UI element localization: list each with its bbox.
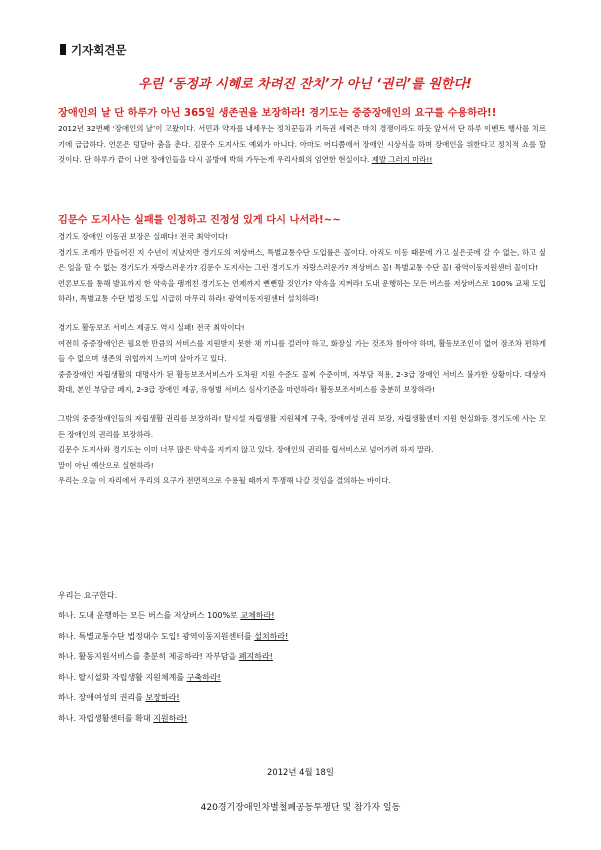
demand-item: 하나. 장애여성의 권리를 보장하라! — [58, 693, 180, 702]
demand-item: 하나. 자립생활센터를 확대 지원하라! — [58, 713, 188, 723]
header-label: 기자회견문 — [71, 43, 127, 57]
section2-subtitle: 김문수 도지사는 실패를 인정하고 진정성 있게 다시 나서라!~~ — [58, 215, 341, 226]
section2-line: 중증장애인 자립생활의 대명사가 된 활동보조서비스가 도차원 지원 수준도 꼴찌 수준이며, 자부담 적용, 2-3급 장애인 서비스 불가한 상황이다. 대상자 확대, 본인 부담금 폐지, 2-3급 장애인 제공, 유형별 서비스 심사기준을 마련하라! 활동보조서비스를 충분히 보장하라! — [58, 369, 546, 395]
demands-intro: 우리는 요구한다. — [58, 591, 118, 600]
demand-item: 하나. 특별교통수단 법정대수 도입! 광역이동지원센터를 설치하라! — [58, 631, 289, 641]
demand-item: 하나. 활동지원서비스를 충분히 제공하라! 자부담을 폐지하라! — [58, 652, 273, 661]
section2-line: 여전히 중증장애인은 필요한 만큼의 서비스를 지원받지 못한 채 끼니를 걸러야 하고, 화장실 가는 것조차 참아야 하며, 활동보조인이 없어 잠조차 편하게 들 수 없으며 생존의 위협까지 느끼며 살아가고 있다. — [58, 338, 546, 364]
section1-text: 2012년 32번째 ‘장애인의 날’이 고왔이다. 서민과 약자를 내세우는 정치꾼들과 기득권 세력은 마치 경쟁이라도 하듯 앞서서 단 하루 이벤트 행사를 치르기에 급급하다. 언론은 덩달아 춤을 춘다. 김문수 도지사도 예외가 아니다. 아마도 어디쯤에서 장애인 시상식을 하며 장애인을 위한다고 정치적 쇼를 할 것이다. 단 하루가 끝이 나면 장애인들을 다시 골방에 박혀 가두는게 우리사회의 엄연한 현실이다. — [58, 124, 546, 165]
demands-list — [58, 590, 546, 733]
demand-item: 하나. 탈시설화 자립생활 지원체계를 구축하라! — [58, 672, 221, 682]
section2-line: 김문수 도지사와 경기도는 이미 너무 많은 약속을 지키지 않고 있다. 장애인의 권리를 립서비스로 넘어가려 하지 말라. — [58, 445, 434, 455]
section2-line: 말이 아닌 예산으로 실현하라! — [58, 460, 154, 470]
section2-line: 경기도 조례가 만들어진 지 수년이 지났지만 경기도의 저상버스, 특별교통수단 도입률은 꼴이다. 아직도 이동 때문에 가고 싶은곳에 갈 수 없는, 하고 싶은 일을 할 수 없는 경기도가 자랑스러운가? 김문수 도지사는 그런 경기도가 자랑스러운가? 저상버스 꼴! 특별교통 수단 꼴! 광역이동지원센터 꼴이다! — [58, 247, 546, 273]
document-date: 2012년 4월 18일 — [267, 767, 334, 777]
section1-subtitle: 장애인의 날 단 하루가 아닌 365일 생존권을 보장하라! 경기도는 중증장애인의 요구를 수용하라!! — [58, 108, 497, 119]
section1-paragraph — [58, 121, 546, 168]
section2-line: 그밖의 중증장애인들의 자립생활 권리를 보장하라! 탈시설 자립생활 지원체계 구축, 장애여성 권리 보장, 자립생활센터 지원 현실화등 경기도에 사는 모든 장애인의 권리를 보장하라. — [58, 413, 546, 439]
signature: 420경기장애인차별철폐공동투쟁단 및 참가자 일동 — [200, 803, 401, 813]
section-header — [60, 42, 127, 58]
section2-line: 경기도 장애인 이동권 보장은 실패다! 전국 최악이다! — [58, 232, 228, 241]
section1-tail: 제발 그러지 마라!! — [371, 155, 433, 165]
section2-line: 우리는 오늘 이 자리에서 우리의 요구가 전면적으로 수용될 때까지 투쟁해 나갈 것임을 결의하는 바이다. — [58, 476, 391, 486]
document-title: 우린 ‘동정과 시혜로 차려진 잔치’가 아닌 ‘권리’를 원한다! — [138, 77, 472, 92]
section2-line: 언론보도를 통해 발표까지 한 약속을 팽개친 경기도는 언제까지 뻔뻔할 것인가? 약속을 지켜라! 도내 운행하는 모든 버스를 저상버스로 100% 교체 도입 하라!, 특별교통 수단 법정 도입 시급히 마무리 하라! 광역이동지원센터 설치하라! — [58, 278, 546, 304]
demand-item: 하나. 도내 운행하는 모든 버스를 저상버스 100%로 교체하라! — [58, 611, 275, 620]
section2-line: 경기도 활동보조 서비스 제공도 역시 실패! 전국 최악이다! — [58, 322, 245, 332]
section2-body — [58, 229, 546, 489]
square-bullet-icon — [60, 44, 66, 55]
section1-body — [58, 121, 546, 168]
